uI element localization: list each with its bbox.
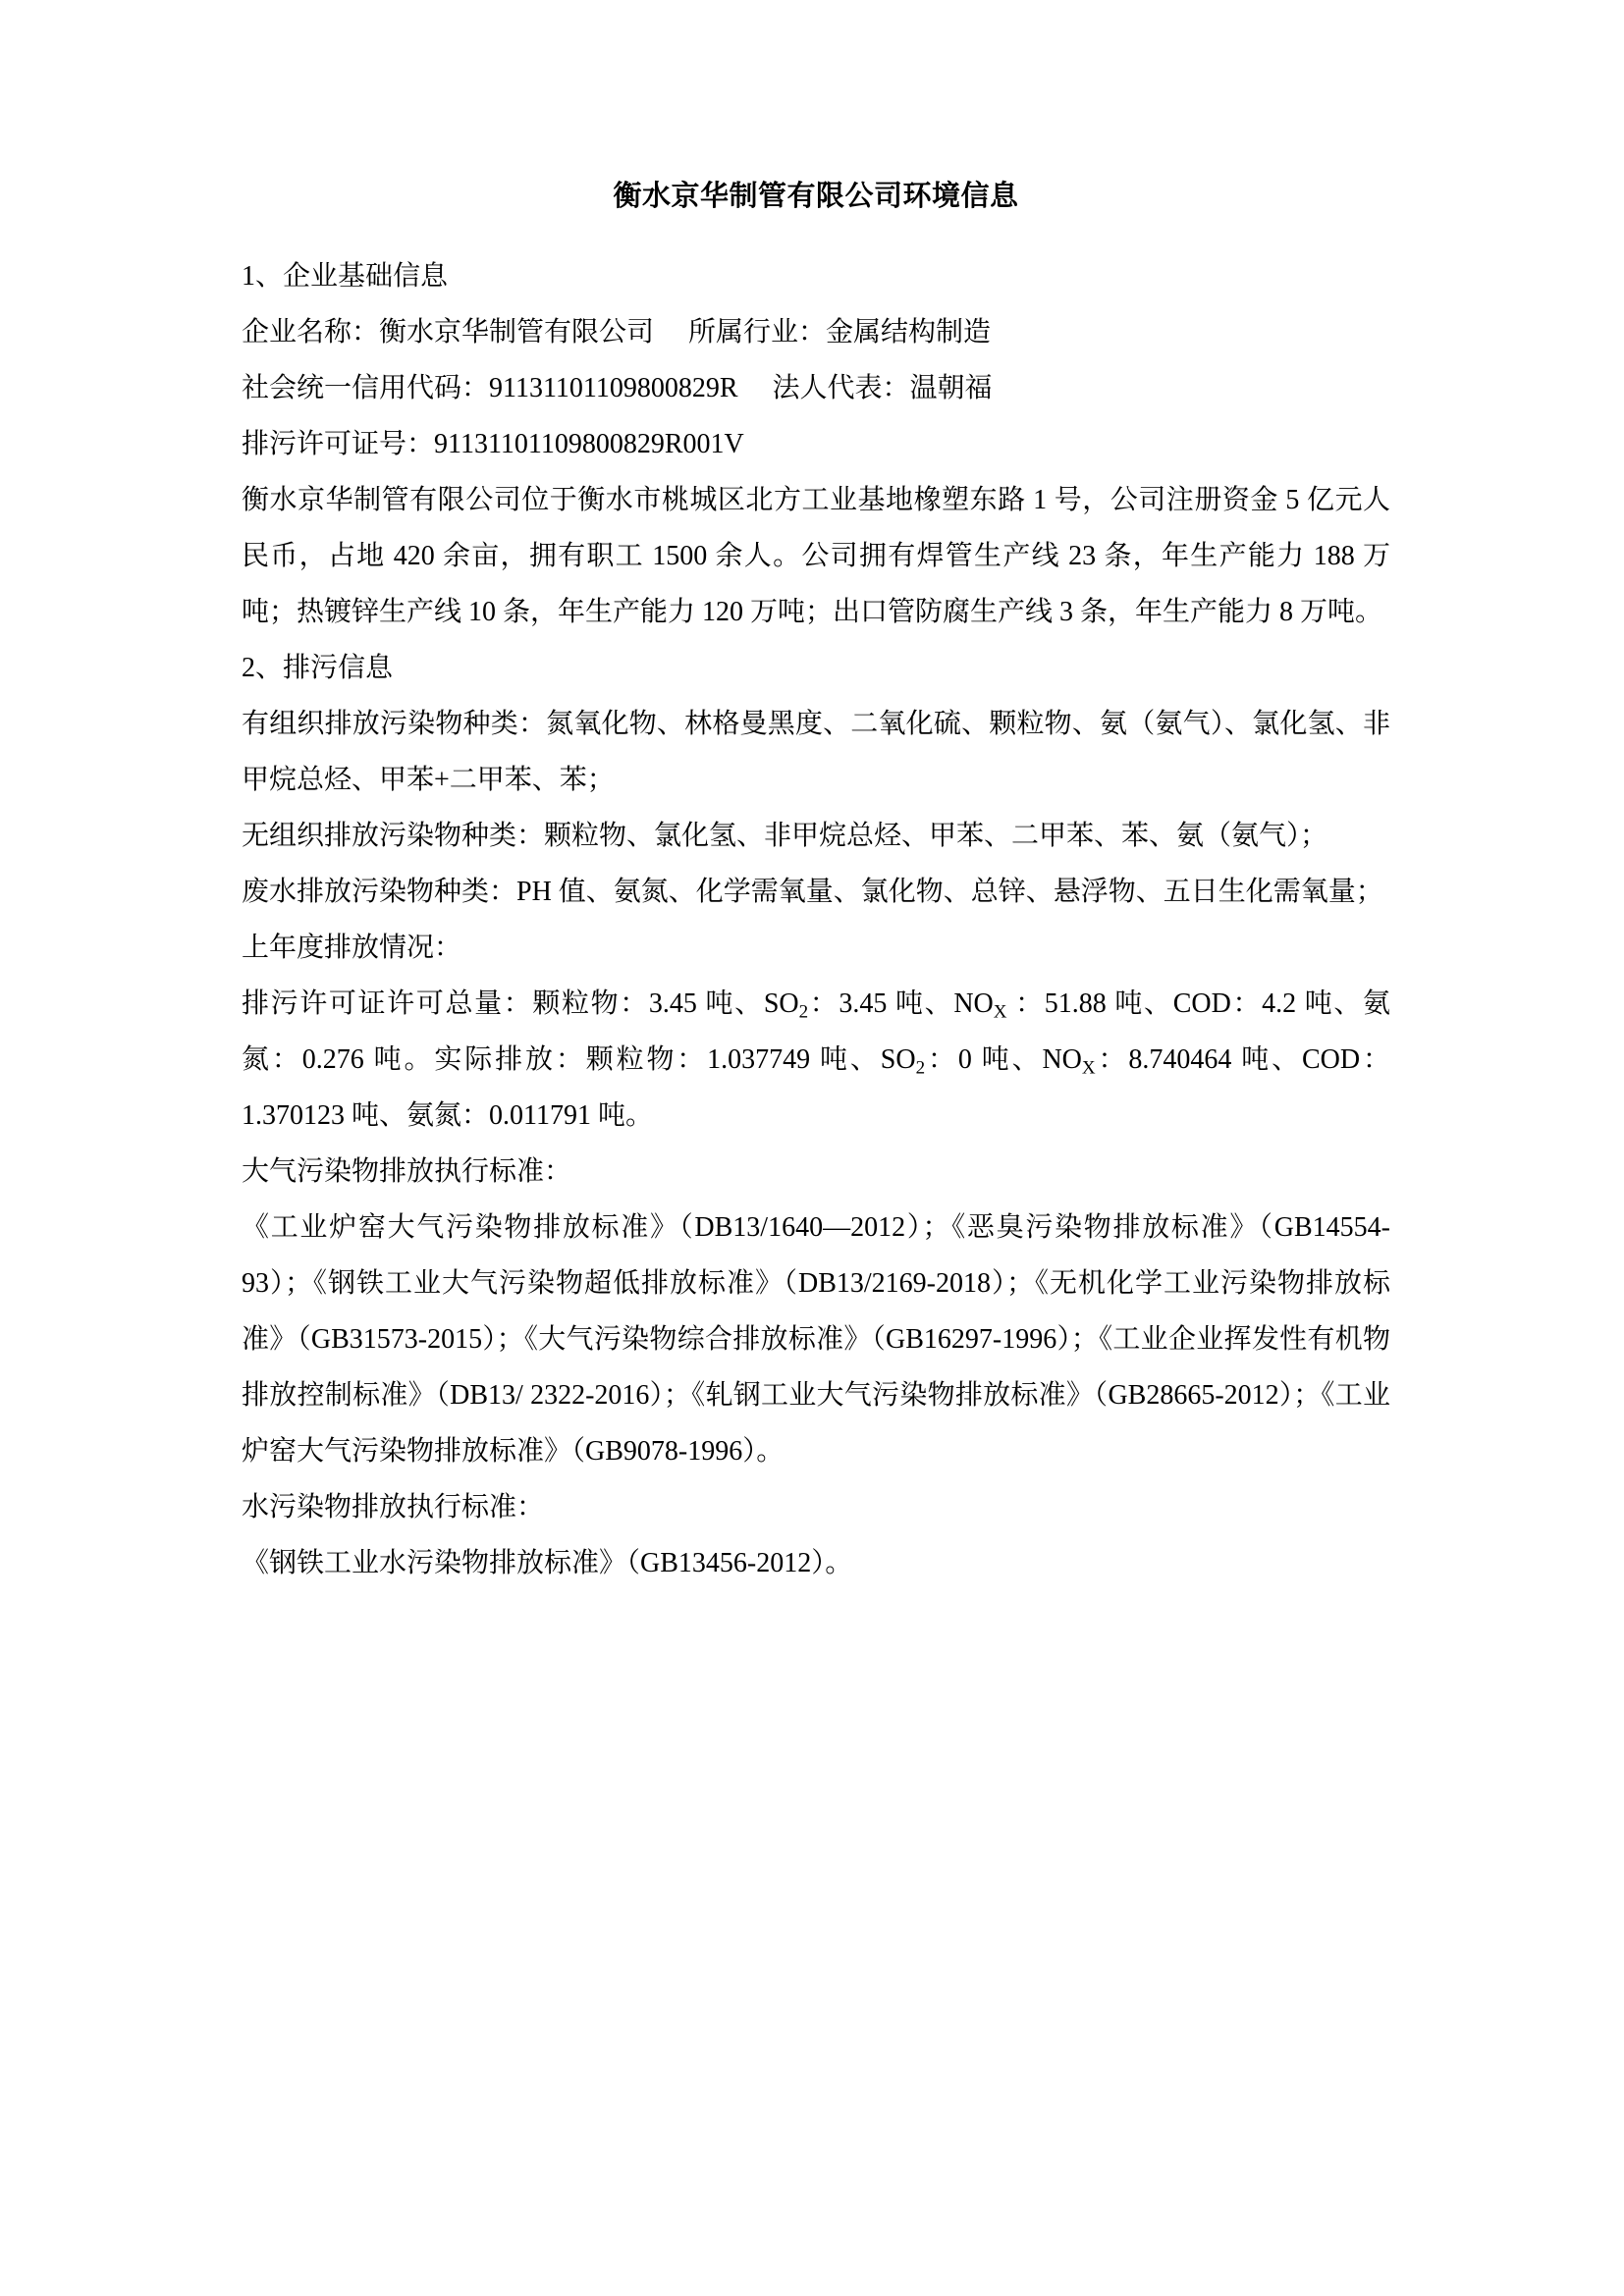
water-standards-paragraph: 《钢铁工业水污染物排放标准》（GB13456-2012）。	[242, 1548, 853, 1578]
company-description-paragraph: 衡水京华制管有限公司位于衡水市桃城区北方工业基地橡塑东路 1 号，公司注册资金 5 亿元人民币，占地 420 余亩，拥有职工 1500 余人。公司拥有焊管生产线 23 条，年生产能力 188 万吨；热镀锌生产线 10 条，年生产能力 120 万吨；出口管防腐生产线 3 条，年生产能力 8 万吨。	[242, 485, 1390, 627]
permit-quota-mid-2: ：51.88 吨、COD：4.2 吨、氨氮：0.276 吨。实际排放：颗粒物：1.037749 吨、SO	[242, 988, 1390, 1075]
credit-code-line: 社会统一信用代码：91131101109800829R 法人代表：温朝福	[242, 373, 993, 403]
discharge-permit-line: 排污许可证号：91131101109800829R001V	[242, 429, 744, 459]
page-title: 衡水京华制管有限公司环境信息	[613, 181, 1019, 212]
unorganized-pollutants-line: 无组织排放污染物种类：颗粒物、氯化氢、非甲烷总烃、甲苯、二甲苯、苯、氨（氨气）；	[242, 821, 1328, 851]
actual-so2-subscript: 2	[915, 1057, 926, 1079]
so2-subscript: 2	[798, 1001, 809, 1023]
last-year-emission-label: 上年度排放情况：	[242, 933, 462, 963]
section-heading-2: 2、排污信息	[242, 653, 394, 683]
section-discharge-info	[242, 640, 1390, 1591]
air-standard-label: 大气污染物排放执行标准：	[242, 1156, 572, 1187]
permit-quota-paragraph	[242, 976, 1390, 1144]
actual-nox-subscript: X	[1081, 1057, 1096, 1079]
permit-quota-mid-1: ：3.45 吨、NO	[808, 988, 994, 1019]
air-standards-paragraph: 《工业炉窑大气污染物排放标准》（DB13/1640—2012）；《恶臭污染物排放标准》（GB14554-93）；《钢铁工业大气污染物超低排放标准》（DB13/2169-2018）；《无机化学工业污染物排放标准》（GB31573-2015）；《大气污染物综合排放标准》（GB16297-1996）；《工业企业挥发性有机物排放控制标准》（DB13/ 2322-2016）；《轧钢工业大气污染物排放标准》（GB28665-2012）；《工业炉窑大气污染物排放标准》（GB9078-1996）。	[242, 1212, 1390, 1467]
section-heading-1: 1、企业基础信息	[242, 261, 449, 292]
permit-quota-prefix: 排污许可证许可总量：颗粒物：3.45 吨、SO	[242, 988, 799, 1019]
organized-pollutants-line: 有组织排放污染物种类：氮氧化物、林格曼黑度、二氧化硫、颗粒物、氨（氨气）、氯化氢、非甲烷总烃、甲苯+二甲苯、苯；	[242, 709, 1390, 795]
permit-quota-mid-3: ：0 吨、NO	[925, 1044, 1082, 1075]
wastewater-pollutants-line: 废水排放污染物种类：PH 值、氨氮、化学需氧量、氯化物、总锌、悬浮物、五日生化需氧量；	[242, 877, 1383, 907]
permit-quota-tail: ：8.740464 吨、COD：1.370123 吨、氨氮：0.011791 吨。	[242, 1044, 1390, 1131]
nox-subscript: X	[993, 1001, 1007, 1023]
section-enterprise-basics	[242, 248, 1390, 640]
water-standard-label: 水污染物排放执行标准：	[242, 1492, 545, 1522]
enterprise-name-line: 企业名称：衡水京华制管有限公司 所属行业：金属结构制造	[242, 317, 992, 347]
